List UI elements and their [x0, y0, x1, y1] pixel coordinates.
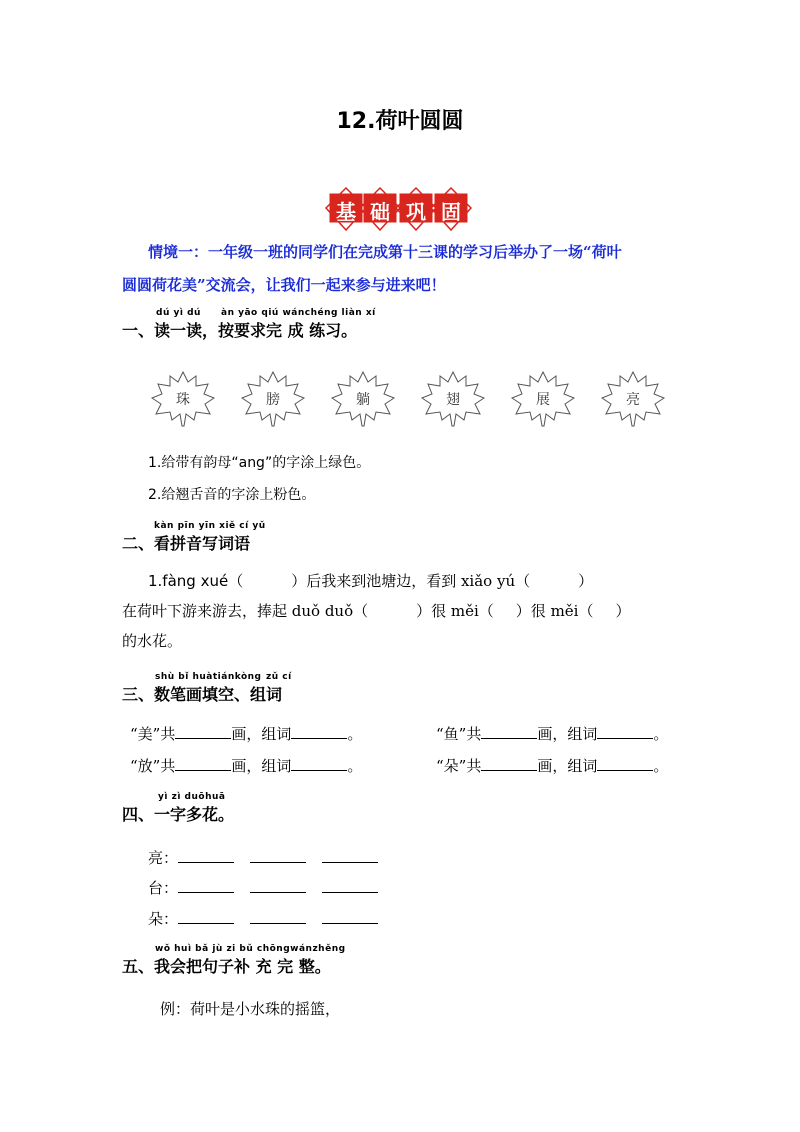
answer-blank[interactable] — [250, 876, 306, 893]
section-5-heading: 五、我会把句子补 充 完 整。 — [122, 957, 331, 976]
row-label: 。 — [653, 725, 669, 743]
row-label: “放”共 — [130, 757, 176, 775]
row-label: 画，组词 — [537, 757, 598, 775]
row-label: 。 — [347, 757, 363, 775]
banner-char: 基 — [336, 200, 356, 224]
exercise-text: 1.fàng xué（ — [148, 572, 244, 590]
answer-blank[interactable] — [178, 907, 234, 924]
answer-blank[interactable] — [481, 754, 537, 771]
answer-blank[interactable] — [291, 754, 347, 771]
row-label: 画，组词 — [537, 725, 598, 743]
pinyin-annotation: dú yì dú — [156, 308, 201, 318]
answer-blank[interactable] — [597, 754, 653, 771]
exercise-text: ） — [578, 572, 594, 590]
intro-line-2: 圆圆荷花美”交流会，让我们一起来参与进来吧！ — [122, 276, 446, 294]
char-label: 台： — [148, 879, 179, 897]
section-4-heading: 四、一字多花。 — [122, 805, 235, 824]
banner-char: 巩 — [406, 200, 426, 224]
leaf-character: 膀 — [266, 392, 280, 408]
pinyin-annotation: shù bǐ huàtiánkòng — [155, 672, 262, 682]
answer-blank[interactable] — [250, 846, 306, 863]
answer-blank[interactable] — [178, 846, 234, 863]
answer-blank[interactable] — [597, 722, 653, 739]
section-2-heading: 二、看拼音写词语 — [122, 534, 251, 553]
exercise-text: 在荷叶下游来游去，捧起 duǒ duǒ（ — [122, 602, 369, 620]
row-label: 画，组词 — [231, 757, 292, 775]
exercise-text: ） — [615, 602, 631, 620]
answer-blank[interactable] — [178, 876, 234, 893]
answer-blank[interactable] — [322, 846, 378, 863]
leaf-character-card[interactable] — [510, 370, 576, 426]
stroke-row — [130, 722, 362, 744]
leaf-character-card[interactable] — [150, 370, 216, 426]
leaf-character: 躺 — [356, 392, 370, 408]
row-label: 画，组词 — [231, 725, 292, 743]
char-label: 亮： — [148, 849, 179, 867]
row-label: 。 — [653, 757, 669, 775]
stroke-row — [130, 754, 362, 776]
section-banner — [324, 186, 474, 234]
answer-blank[interactable] — [322, 907, 378, 924]
instruction-1: 1.给带有韵母“ang”的字涂上绿色。 — [148, 455, 371, 471]
answer-blank[interactable] — [175, 722, 231, 739]
answer-blank[interactable] — [322, 876, 378, 893]
leaf-character-card[interactable] — [240, 370, 306, 426]
section-1-heading: 一、读一读，按要求完 成 练习。 — [122, 321, 358, 340]
leaf-character-card[interactable] — [420, 370, 486, 426]
word-row — [148, 907, 378, 929]
answer-blank[interactable] — [175, 754, 231, 771]
section-3-heading — [122, 682, 282, 705]
leaf-character: 珠 — [176, 392, 190, 408]
answer-blank[interactable] — [291, 722, 347, 739]
word-row — [148, 846, 378, 868]
answer-blank[interactable] — [481, 722, 537, 739]
char-label: 朵： — [148, 910, 179, 928]
stroke-row — [436, 722, 668, 744]
pinyin-annotation: wǒ huì bǎ jù zi bǔ chōngwánzhěng — [155, 944, 346, 954]
leaf-character: 翅 — [446, 392, 460, 408]
row-label: “鱼”共 — [436, 725, 482, 743]
leaf-character: 展 — [536, 392, 550, 408]
stroke-row — [436, 754, 668, 776]
leaf-character-card[interactable] — [330, 370, 396, 426]
pinyin-exercise — [122, 566, 682, 656]
pinyin-annotation: kàn pīn yīn xiě cí yǔ — [154, 521, 266, 531]
section-3-heading-b: 组词 — [250, 685, 283, 704]
exercise-text: ）后我来到池塘边，看到 xiǎo yú（ — [291, 572, 531, 590]
pinyin-annotation: yì zì duōhuā — [158, 792, 226, 802]
row-label: “美”共 — [130, 725, 176, 743]
pinyin-annotation: àn yāo qiú wánchéng liàn xí — [221, 308, 376, 318]
row-label: “朵”共 — [436, 757, 482, 775]
instruction-2: 2.给翘舌音的字涂上粉色。 — [148, 487, 316, 503]
banner-char: 础 — [370, 200, 390, 224]
exercise-text: 的水花。 — [122, 632, 183, 650]
section-3-heading-a: 三、数笔画填空、 — [122, 685, 251, 704]
scenario-intro — [122, 236, 682, 302]
example-sentence: 例：荷叶是小水珠的摇篮， — [160, 1000, 341, 1018]
pinyin-annotation: zǔ cí — [266, 672, 292, 682]
exercise-text: ）很 měi（ — [515, 602, 594, 620]
exercise-text: ）很 měi（ — [416, 602, 494, 620]
word-row — [148, 876, 378, 898]
answer-blank[interactable] — [250, 907, 306, 924]
leaf-character-card[interactable] — [600, 370, 666, 426]
row-label: 。 — [347, 725, 363, 743]
intro-line-1: 情境一：一年级一班的同学们在完成第十三课的学习后举办了一场“荷叶 — [148, 243, 622, 261]
leaf-character: 亮 — [626, 392, 640, 408]
banner-char: 固 — [441, 200, 461, 224]
page-title: 12.荷叶圆圆 — [336, 109, 464, 134]
